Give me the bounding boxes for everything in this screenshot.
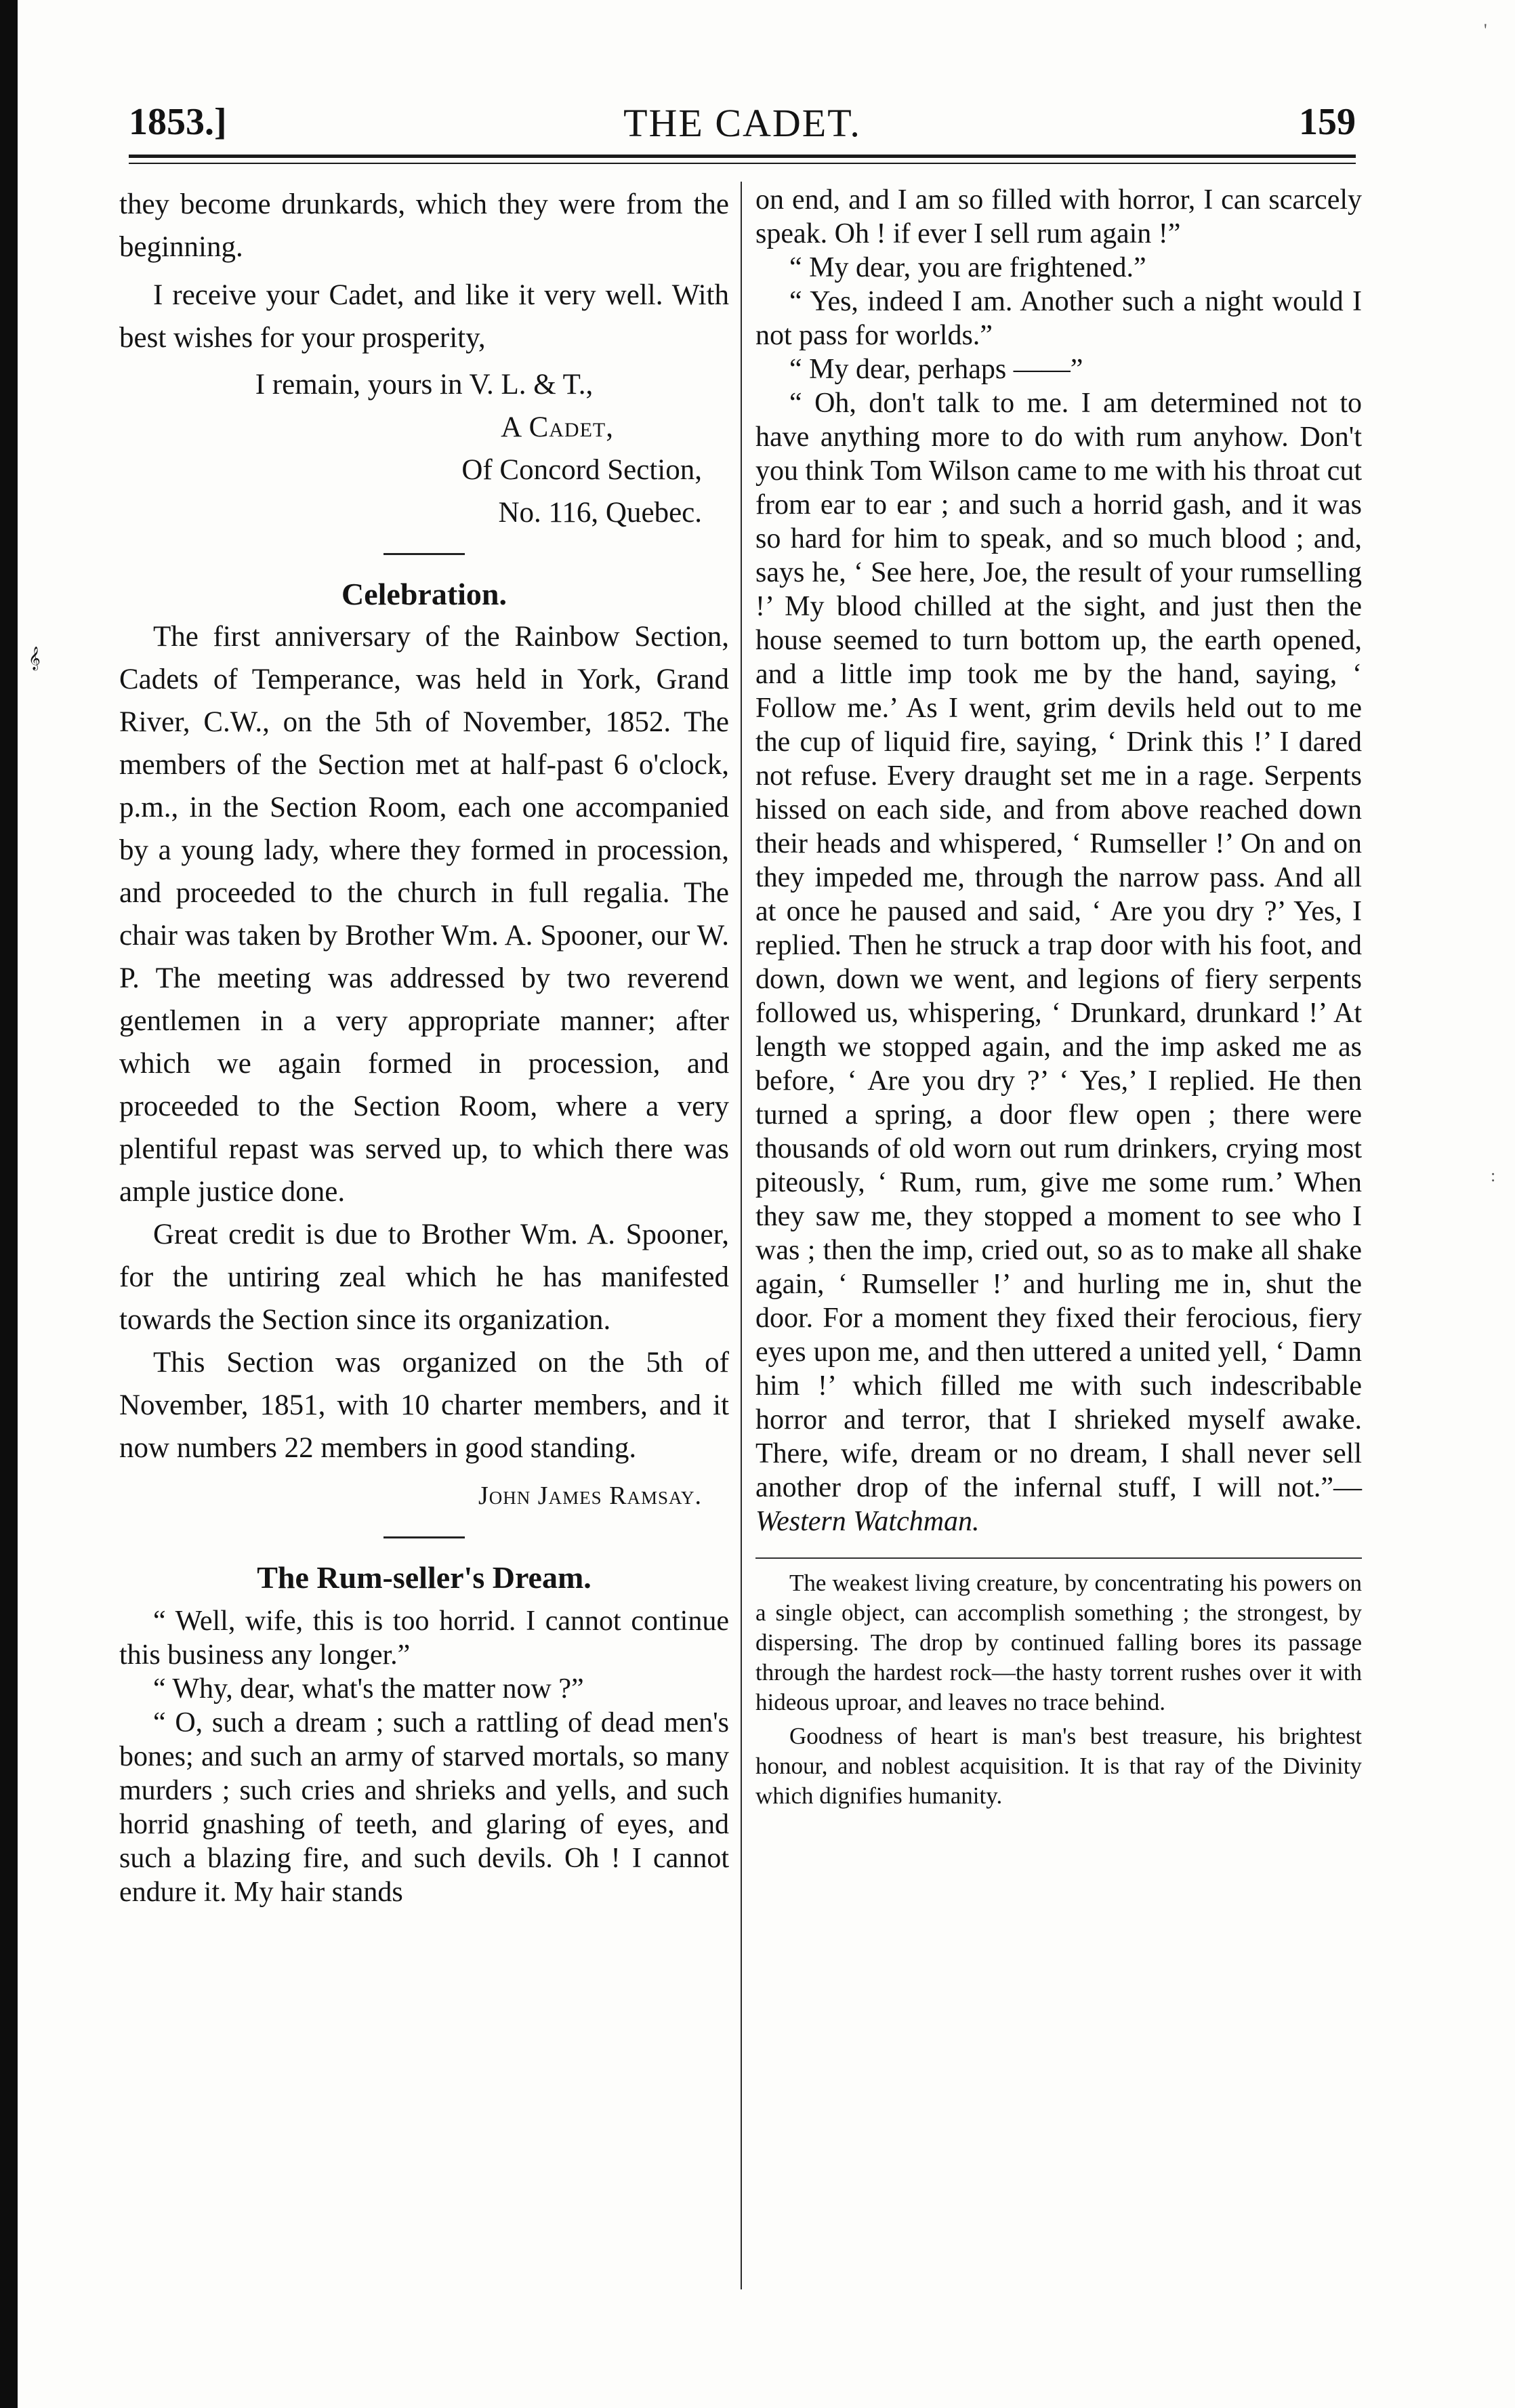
- dream-paragraph: “ Why, dear, what's the matter now ?”: [153, 1673, 584, 1705]
- extract-paragraph: The weakest living creature, by concentrating his powers on a single object, can accomplish something ; the strongest, by dispersing. The drop by continued falling bores its passage through the hardest rock—the hasty torrent rushes over it with hideous uproar, and leaves no trace behind.: [755, 1570, 1362, 1715]
- extracts: [755, 1568, 1362, 1811]
- margin-speck: ': [1484, 20, 1487, 40]
- dream-paragraph: “ Well, wife, this is too horrid. I cannot continue this business any longer.”: [119, 1606, 729, 1671]
- dream-heading: The Rum-seller's Dream.: [257, 1560, 592, 1595]
- header-page-number: 159: [1299, 101, 1356, 143]
- page-binding-edge: [0, 0, 18, 2408]
- header-rule-thin: [129, 163, 1356, 164]
- letter-signature-section: Of Concord Section,: [461, 454, 702, 486]
- header-rule: [129, 155, 1356, 158]
- header-title: THE CADET.: [623, 101, 861, 145]
- right-column: [755, 183, 1362, 1811]
- margin-speck: :: [1491, 1166, 1496, 1185]
- dream-paragraph: on end, and I am so filled with horror, I can scarcely speak. Oh ! if ever I sell rum again !”: [755, 184, 1362, 249]
- header-year: 1853.]: [129, 101, 227, 143]
- section-divider: [383, 1536, 465, 1538]
- section-divider: [383, 553, 465, 555]
- dream-paragraph: [755, 386, 1362, 1538]
- celebration-paragraph: This Section was organized on the 5th of November, 1851, with 10 charter members, and it now numbers 22 members in good standing.: [119, 1347, 729, 1464]
- extract-divider: [755, 1557, 1362, 1559]
- dream-text: “ Oh, don't talk to me. I am determined not to have anything more to do with rum anyhow. Don't you think Tom Wilson came to me with his throat cut from ear to ear ; and such a horrid gash, and it was so hard for him to speak, and so much blood ; and, says he, ‘ See here, Joe, the result of your rumselling !’ My blood chilled at the sight, and just then the house seemed to turn bottom up, the earth opened, and a little imp took me by the hand, saying, ‘ Follow me.’ As I went, grim devils held out to me the cup of liquid fire, saying, ‘ Drink this !’ I dared not refuse. Every draught set me in a rage. Serpents hissed on each side, and from above reached down their heads and whispered, ‘ Rumseller !’ On and on they impeded me, through the narrow pass. And all at once he paused and said, ‘ Are you dry ?’ Yes, I replied. Then he struck a trap door with his foot, and down, down we went, and legions of fiery serpents followed us, whispering, ‘ Drunkard, drunkard !’ At length we stopped again, and the imp asked me as before, ‘ Are you dry ?’ ‘ Yes,’ I replied. He then turned a spring, a door flew open ; there were thousands of old worn out rum drinkers, crying most piteously, ‘ Rum, rum, give me some rum.’ When they saw me, they stopped a moment to see who I was ; then the imp, cried out, so as to make all shake again, ‘ Rumseller !’ and hurling me in, shut the door. For a moment they fixed their ferocious, fiery eyes upon me, and then uttered a united yell, ‘ Damn him !’ which filled me with such indescribable horror and terror, that I shrieked myself awake. There, wife, dream or no dream, I shall never sell another drop of the infernal stuff, I will not.”—: [755, 388, 1362, 1503]
- letter-signature-place: No. 116, Quebec.: [498, 497, 702, 529]
- left-column: [119, 183, 729, 1909]
- dream-paragraph: “ My dear, perhaps ——”: [789, 354, 1083, 385]
- celebration-paragraph: Great credit is due to Brother Wm. A. Spooner, for the untiring zeal which he has manifested towards the Section since its organization.: [119, 1219, 729, 1336]
- letter-ending: they become drunkards, which they were from the beginning.: [119, 188, 729, 263]
- running-header: [129, 100, 1356, 155]
- dream-paragraph: “ O, such a dream ; such a rattling of dead men's bones; and such an army of starved mortals, so many murders ; such cries and shrieks and yells, and such horrid gnashing of teeth, and glaring of eyes, and such a blazing fire, and such devils. Oh ! I cannot endure it. My hair stands: [119, 1707, 729, 1908]
- dream-source: Western Watchman.: [755, 1506, 980, 1537]
- dream-paragraph: “ My dear, you are frightened.”: [789, 252, 1146, 283]
- celebration-paragraph: The first anniversary of the Rainbow Section, Cadets of Temperance, was held in York, Grand River, C.W., on the 5th of November, 1852. The members of the Section met at half-past 6 o'clock, p.m., in the Section Room, each one accompanied by a young lady, where they formed in procession, and proceeded to the church in full regalia. The chair was taken by Brother Wm. A. Spooner, our W. P. The meeting was addressed by two reverend gentlemen in a very appropriate manner; after which we again formed in procession, and proceeded to the Section Room, where a very plentiful repast was served up, to which there was ample justice done.: [119, 621, 729, 1208]
- letter-closing: I remain, yours in V. L. & T.,: [255, 369, 594, 401]
- extract-paragraph: Goodness of heart is man's best treasure, his brightest honour, and noblest acquisition. It is that ray of the Divinity which dignifies humanity.: [755, 1723, 1362, 1809]
- margin-mark: 𝄞: [28, 647, 41, 670]
- letter-signature-name: A Cadet,: [501, 411, 614, 443]
- dream-paragraph: “ Yes, indeed I am. Another such a night would I not pass for worlds.”: [755, 286, 1362, 351]
- celebration-signature: John James Ramsay.: [478, 1482, 702, 1510]
- letter-paragraph: I receive your Cadet, and like it very well. With best wishes for your prosperity,: [119, 279, 729, 354]
- column-divider: [741, 182, 742, 2289]
- celebration-heading: Celebration.: [341, 577, 507, 611]
